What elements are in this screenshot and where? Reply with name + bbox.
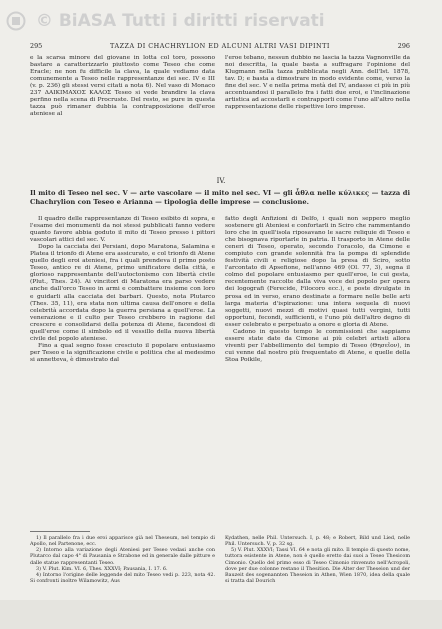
page-number-right: 296 bbox=[397, 42, 410, 50]
paragraph: fatto degli Anfizioni di Delfo, i quali non seppero meglio sostenere gli Ateniesi e confortarli in Sciro che rammentando loro che in quell'isola riposavano le sacre reliquie di Teseo e che bisognava riportarle in patria. Il trasporto in Atene delle ceneri di Teseo, operato, secondo l'oracolo, da Cimone e compiuto con grande solennità fra la pompa di splendide festività civili e religiose dopo la presa di Sciro, sotto l'arcontato di Apsefione, nell'anno 469 (Ol. 77, 3), segna il colmo del popolare entusiasmo per quell'eroe, le cui gesta, recentemente raccolte dalla viva voce dei popolo per opera dei logografi (Ferecide, Filocoro ecc.), e poste divulgate in prosa ed in verso, erano destinate a formare nelle belle arti larga materia d'ispirazione: una intera sequela di nuovi soggetti, nuovi mezzi di motivi quasi tutti vergini, tutti opportuni, fecondi, sufficienti, e l'uno più dell'altro degno di esser celebrato e perpetuato a onore e gloria di Atene. bbox=[225, 216, 410, 328]
section-number: IV. bbox=[216, 177, 226, 185]
paragraph: Fino a qual segno fosse cresciuto il popolare entusiasmo per Teseo e la significazione civile e politica che al medesimo si annetteva, è dimostrato dal bbox=[30, 342, 215, 363]
paragraph: l'eroe tebano, nessun dubbio ne lascia la tazza Vagnonville da noi descritta, la quale basta a suffragare l'opinione del Klugmann nella tazza pubblicata negli Ann. dell'Ist. 1878, tav. D; e basta a dimostrare in modo evidente come, verso la fine del sec. V e nella prima metà del IV, andasse ci più in più accentuandosi il parallelo fra i fatti due eroi, e l'inclinazione artistica ad accostarli e contrapporli come l'uno all'altro nella rappresentazione delle rispettive loro imprese. bbox=[225, 55, 410, 111]
page-bottom-margin bbox=[0, 600, 442, 629]
top-left-column bbox=[30, 55, 215, 167]
footnote: 2) Intorno alla variazione degli Ateniesi per Teseo vedasi anche con Plutarco dal capo 4° di Pausania e Strabone ed in generale dalle pitture e dalle statue rappresentanti Teseo. bbox=[30, 547, 215, 566]
running-title: TAZZA DI CHACHRYLION ED ALCUNI ALTRI VASI DIPINTI bbox=[110, 42, 330, 50]
footnote: 1) Il parallelo fra i due eroi apparisce già nel Theseum, nel tempio di Apollo, nel Partenone, ecc. bbox=[30, 535, 215, 548]
top-right-column bbox=[225, 55, 410, 167]
footnote: Kydathen, nelle Phil. Untersuch. I, p. 48; e Robert, Bild und Lied, nelle Phil. Untersuch. V, p. 32 sg. bbox=[225, 535, 410, 548]
footnote-rule bbox=[30, 531, 90, 532]
paragraph: Il quadro delle rappresentanze di Teseo esibito di sopra, e l'esame dei monumenti da noi stessi pubblicati fanno vedere quanto favore abbia goduto il mito di Teseo presso i pittori vascolari attici del sec. V. bbox=[30, 216, 215, 244]
watermark-text: © BiASA Tutti i diritti riservati bbox=[35, 11, 325, 31]
footnote: 5) V. Plut. XXXVI; Tassi VI. 64 e nota gli mito. Il tempio di questo nome, tuttora esistente in Atene, non è quello eretto dai suoi a Teseo Thesicom Cimonio. Quello del primo esso di Teseo Cimonio rinvenuto nell'Acropoli, dove per due colonne restano il Thesition. Die Alter der Theseion und der Bauzeit des sogenannten Theseion in Athen, Wien 1870, idea della quale si tratta dal Dourich bbox=[225, 547, 410, 585]
footnotes-left bbox=[30, 535, 215, 597]
footnotes-right bbox=[225, 535, 410, 597]
body-right-column bbox=[225, 216, 410, 528]
page-number-left: 295 bbox=[30, 42, 43, 50]
watermark bbox=[6, 8, 436, 34]
running-header bbox=[30, 40, 410, 52]
paragraph: Cadono in questo tempo le commissioni che sappiamo essere state date da Cimone ai più celebri artisti allora viventi per l'abbellimento del tempio di Teseo (Θησεῖον), in cui venne dal nostro più frequentato di Atene, e quelle della Stoa Poikile, bbox=[225, 328, 410, 363]
footnote: 4) Intorno l'origine delle leggende del mito Teseo vedi p. 223, nota 42. Si confronti inoltre Wilamowitz, Aus bbox=[30, 571, 215, 585]
library-logo-icon bbox=[6, 11, 26, 31]
footnote: 3) V. Plut. Kim. VI. 6, Thes. XXXVI; Pausania, I. 17. 6. bbox=[36, 565, 168, 572]
paragraph: e la scarsa minore del giovane in lotta col toro, possono bastare a caratterizzarlo piuttosto come Teseo che come Eracle; ne non fu difficile la clava, la quale vediamo data comunemente a Teseo nelle rappresentanze dei sec. IV e III (v. p. 236) gli stessi versi citati a nota 6). Nel vaso di Monaco 237 ΔΑΙΚΙΜΑΧΟΣ ΚΑΛΟΣ Teseo si vede brandire la clava perfino nella scena di Procruste. Del resto, se pure in questa tazza può rimaner dubbia la contrapposizione dell'eroe ateniese al bbox=[30, 55, 215, 118]
body-left-column bbox=[30, 216, 215, 528]
section-title: Il mito di Teseo nel sec. V — arte vascolare — il mito nel sec. VI — gli ἆθλα nelle κύλικες — tazza di Chachrylion con Teseo e Arianna — tipologia delle imprese — conclusione. bbox=[30, 189, 410, 206]
paragraph: Dopo la cacciata dei Persiani, dopo Maratona, Salamina e Platea il trionfo di Atene era assicurato, e col trionfo di Atene quello degli eroi ateniesi, fra i quali prendeva il primo posto Teseo, antico re di Atene, primo unificatore della città, e glorioso rappresentante dell'autoctonismo con libertà civile (Plut., Thes. 24). Ai vincitori di Maratona era parso vedere anche dall'orco Teseo in armi e combattere insieme con loro e guidarli alla cacciata dei barbari. Questo, nota Plutarco (Thes. 35, 11), era stata non ultima causa dell'onore e della celebrità accordata dopo la guerra persiana a quell'eroe. La venerazione e il culto per Teseo crebbero in ragione del crescere e consolidarsi della potenza di Atene, facendosi di quell'eroe come il simbolo ed il vessillo della nuova libertà civile del popolo ateniese. bbox=[30, 244, 215, 342]
